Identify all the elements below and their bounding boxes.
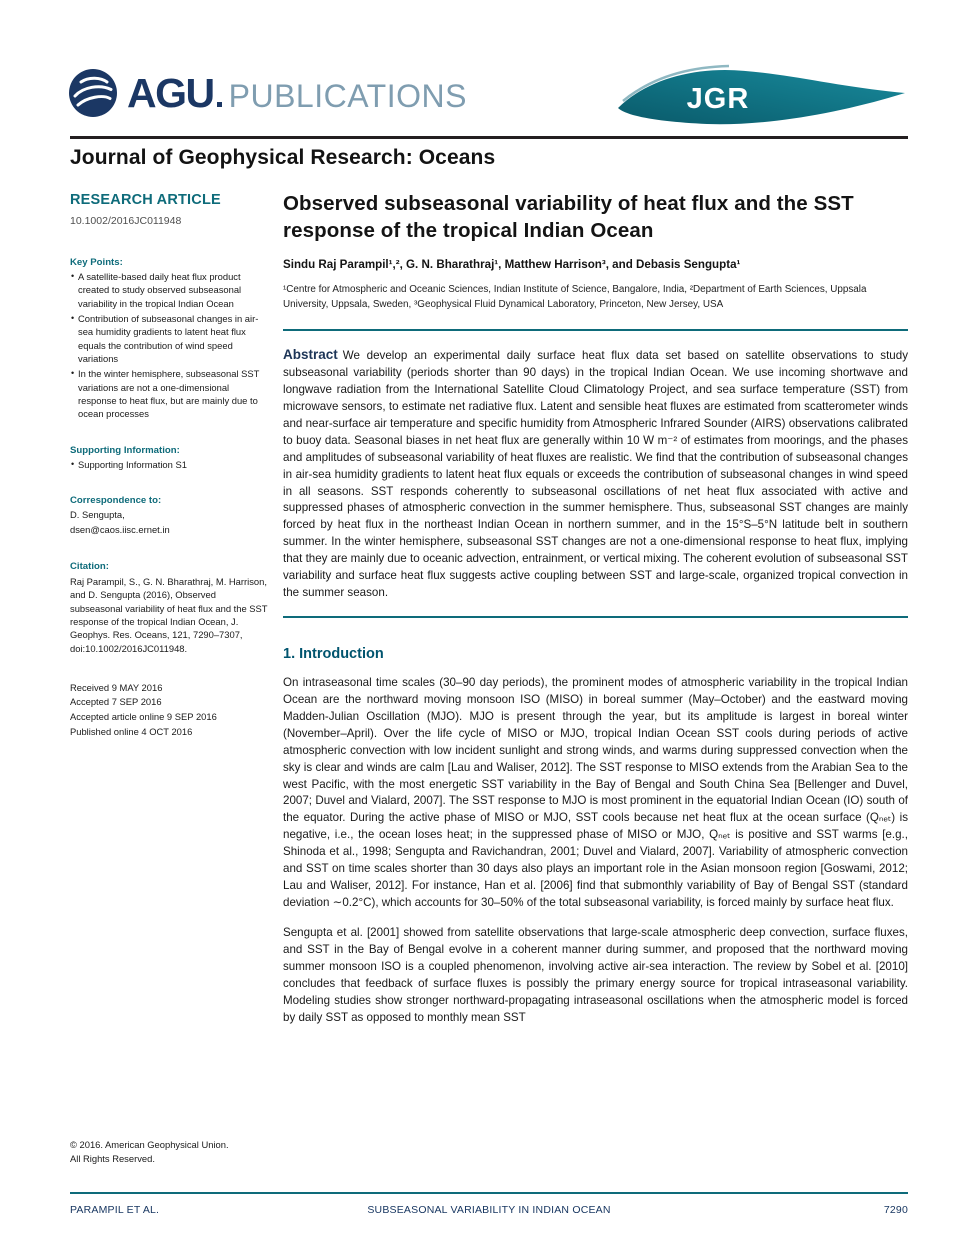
abstract-section [283, 345, 908, 602]
date-accepted-online: Accepted article online 9 SEP 2016 [70, 711, 217, 723]
date-accepted: Accepted 7 SEP 2016 [70, 696, 162, 708]
affiliations: ¹Centre for Atmospheric and Oceanic Sciences, Indian Institute of Science, Bangalore, India, ²Department of Earth Sciences, Uppsala University, Uppsala, Sweden, ³Geophysical Fluid Dynamical Laboratory, Princeton, New Jersey, USA [283, 283, 867, 310]
intro-paragraph-2: Sengupta et al. [2001] showed from satellite observations that large-scale atmospheric deep convection, surface fluxes, and SST in the Bay of Bengal evolve in a coherent manner during summer, and proposed that the northward moving summer monsoon ISO is a coupled phenomenon, involving active air-sea interaction. The review by Sobel et al. [2010] concludes that feedback of surface fluxes is possibly the primary energy source for tropical intraseasonal variability. Modeling studies show stronger northward-propagating intraseasonal oscillations when the atmospheric model is forced by daily SST as opposed to monthly mean SST [283, 925, 908, 1024]
footer-running-title: SUBSEASONAL VARIABILITY IN INDIAN OCEAN [367, 1204, 611, 1216]
copyright-notice [70, 1138, 270, 1166]
abstract-bottom-rule [283, 616, 908, 618]
page-footer [70, 1204, 908, 1220]
date-received: Received 9 MAY 2016 [70, 681, 163, 693]
key-point-item: • Contribution of subseasonal changes in air-sea humidity gradients to latent heat flux equals the contribution of wind speed variations [70, 312, 270, 365]
copyright-line: © 2016. American Geophysical Union. [70, 1139, 229, 1150]
abstract-text: We develop an experimental daily surface heat flux data set based on satellite observations to study subseasonal variability (periods shorter than 90 days) in the tropical Indian Ocean. We use incoming shortwave and longwave radiation from the International Satellite Cloud Climatology Project, and sea surface temperature (SST) from microwave sensors, to estimate net radiative flux. Latent and sensible heat fluxes are estimated from scatterometer winds and near-surface air temperature and specific humidity from Atmospheric Infrared Sounder (AIRS) observations calibrated to buoy data. Seasonal biases in net heat flux are generally within 10 W m⁻² of estimates from moorings, and the phases and amplitudes of subseasonal variability of heat fluxes are realistic. We find that the contribution of subseasonal changes in air-sea humidity gradients to latent heat flux equals or exceeds the contribution of subseasonal changes in wind speed in all seasons. SST responds coherently to subseasonal oscillations of net heat flux associated with active and suppressed phases of atmospheric convection in the summer hemisphere. Thus, subseasonal SST changes are mainly forced by heat flux in the northeast Indian Ocean in northern summer, and in the 15°S–5°N latitude belt in southern summer. In the winter hemisphere, subseasonal SST changes are not a one-dimensional response to heat flux, implying that they are mainly due to oceanic advection, entrainment, or vertical mixing. The coherent evolution of subseasonal SST variability and surface heat flux suggests active coupling between SST and large-scale, organized tropical convection in the summer season. [283, 349, 908, 600]
agu-globe-icon [68, 68, 118, 118]
brand-agu-text: AGU [127, 69, 214, 116]
brand-wordmark [127, 70, 467, 117]
citation-label: Citation: [70, 560, 109, 572]
header-divider [70, 136, 908, 139]
article-doi: 10.1002/2016JC011948 [70, 215, 182, 227]
key-point-item: • In the winter hemisphere, subseasonal SST variations are not a one-dimensional response to heat flux, but are mainly due to ocean processes [70, 367, 270, 420]
key-points-label: Key Points: [70, 257, 123, 268]
supporting-info-item: • Supporting Information S1 [70, 458, 270, 471]
sidebar [70, 192, 270, 739]
brand-publications-text: PUBLICATIONS [228, 77, 467, 114]
article-type-label: RESEARCH ARTICLE [70, 192, 221, 208]
section-heading-introduction: 1. Introduction [283, 646, 384, 663]
key-point-item: • A satellite-based daily heat flux product created to study observed subseasonal variability in the tropical Indian Ocean [70, 270, 270, 310]
journal-title: Journal of Geophysical Research: Oceans [70, 146, 496, 169]
supporting-info-label: Supporting Information: [70, 444, 180, 456]
correspondence-label: Correspondence to: [70, 495, 162, 507]
brand-dot [217, 102, 222, 107]
article-title: Observed subseasonal variability of heat flux and the SST response of the tropical Indian Ocean [283, 192, 854, 243]
article-main-column [283, 190, 908, 1026]
footer-running-authors: PARAMPIL ET AL. [70, 1204, 160, 1216]
copyright-line: All Rights Reserved. [70, 1153, 155, 1165]
agu-publications-logo [68, 68, 467, 118]
author-list: Sindu Raj Parampil¹,², G. N. Bharathraj¹, Matthew Harrison³, and Debasis Sengupta¹ [283, 257, 741, 271]
correspondence-email: dsen@caos.iisc.ernet.in [70, 524, 170, 536]
correspondence-name: D. Sengupta, [70, 509, 125, 521]
article-history [70, 681, 270, 739]
citation-text: Raj Parampil, S., G. N. Bharathraj, M. Harrison, and D. Sengupta (2016), Observed subseasonal variability of heat flux and the SST response of the tropical Indian Ocean, J. Geophys. Res. Oceans, 121, 7290–7307, doi:10.1002/2016JC011948. [70, 575, 268, 654]
jgr-logo [615, 62, 908, 134]
jgr-text: JGR [686, 83, 750, 115]
abstract-label: Abstract [283, 347, 338, 363]
footer-page-number: 7290 [883, 1204, 908, 1216]
intro-paragraph-1: On intraseasonal time scales (30–90 day periods), the prominent modes of atmospheric variability in the tropical Indian Ocean are the northward moving monsoon ISO (MISO) in boreal summer (May–October) and the eastward moving Madden-Julian Oscillation (MJO). MJO is present through the year, but its amplitude is largest in boreal winter (November–April). Over the life cycle of MISO or MJO, tropical Indian Ocean SST cools during periods of active atmospheric convection with low incident sunlight and strong winds, and warms during suppressed convection when the sky is clear and winds are calm [Lau and Waliser, 2012]. The SST response to MISO extends from the Arabian Sea to the west Pacific, with the most energetic SST variability in the Bay of Bengal and South China Sea [Bellenger and Duvel, 2007; Duvel and Vialard, 2007]. The SST response to MJO is most prominent in the equatorial Indian Ocean (IO) south of the equator. During the active phase of MISO or MJO, SST cools because net heat flux at the ocean surface (Qₙₑₜ) is negative, i.e., the ocean loses heat; in the suppressed phase of MISO or MJO, Qₙₑₜ is positive and SST warms [e.g., Shinoda et al., 1998; Sengupta and Ravichandran, 2001; Duvel and Vialard, 2007]. Variability of atmospheric convection and SST on time scales shorter than 30 days also plays an important role in the Asian monsoon region [Goswami, 2012; Lau and Waliser, 2012]. For instance, Han et al. [2006] find that submonthly variability of Bay of Bengal SST (standard deviation ∼0.2°C), which accounts for 30–50% of the total subseasonal variability, is forced mainly by surface heat flux. [283, 676, 908, 909]
date-published: Published online 4 OCT 2016 [70, 725, 193, 737]
footer-divider [70, 1192, 908, 1194]
abstract-top-rule [283, 329, 908, 331]
